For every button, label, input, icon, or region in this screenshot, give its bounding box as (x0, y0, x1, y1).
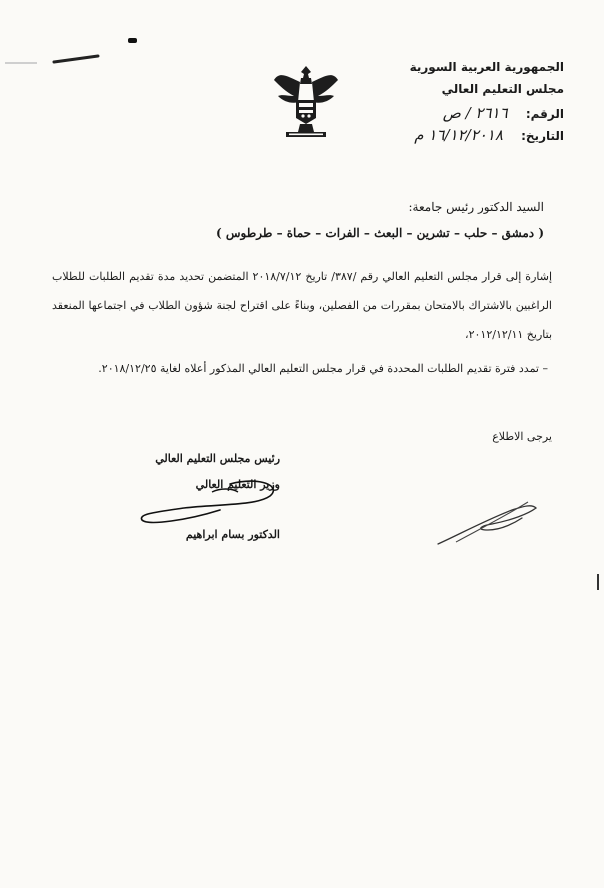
signatory-minister: وزير التعليم العالي (195, 478, 280, 491)
eagle-emblem-icon (272, 60, 340, 140)
council-name: مجلس التعليم العالي (441, 82, 564, 96)
reference-label: الرقم: (525, 107, 564, 121)
pen-stroke-mark (52, 52, 102, 66)
reference-value: ٢٦١٦ / ص (442, 104, 508, 122)
reference-number (443, 104, 564, 122)
universities-list: ( دمشق – حلب – تشرين – البعث – الفرات – حماة – طرطوس ) (215, 226, 544, 240)
scan-edge-mark (597, 574, 599, 590)
date-label: التاريخ: (521, 129, 564, 143)
signatory-role: رئيس مجلس التعليم العالي (155, 452, 280, 465)
letter-body-paragraph: إشارة إلى قرار مجلس التعليم العالي رقم /٣٨٧/ تاريخ ٢٠١٨/٧/١٢ المتضمن تحديد مدة تقديم الطلبات للطلاب الراغبين بالاشتراك بالامتحان بمقررات من الفصلين، وبناءً على اقتراح لجنة شؤون الطلاب في اجتماعها المنعقد بتاريخ ٢٠١٢/١٢/١١، (52, 270, 553, 341)
signatory-name: الدكتور بسام ابراهيم (185, 528, 280, 541)
second-signature (432, 494, 542, 554)
handwritten-signature (120, 470, 290, 530)
closing-request: يرجى الاطلاع (492, 430, 552, 443)
letter-date (414, 126, 564, 144)
faint-mark (5, 62, 37, 64)
republic-name: الجمهورية العربية السورية (409, 60, 564, 74)
addressee-title: السيد الدكتور رئيس جامعة: (408, 200, 544, 214)
ink-dot (128, 38, 137, 43)
date-value: ١٦/١٢/٢٠١٨ م (414, 126, 503, 144)
decision-item: – تمدد فترة تقديم الطلبات المحددة في قرار مجلس التعليم العالي المذكور أعلاه لغاية ٢٠١٨/١٢/٢٥. (98, 362, 548, 375)
